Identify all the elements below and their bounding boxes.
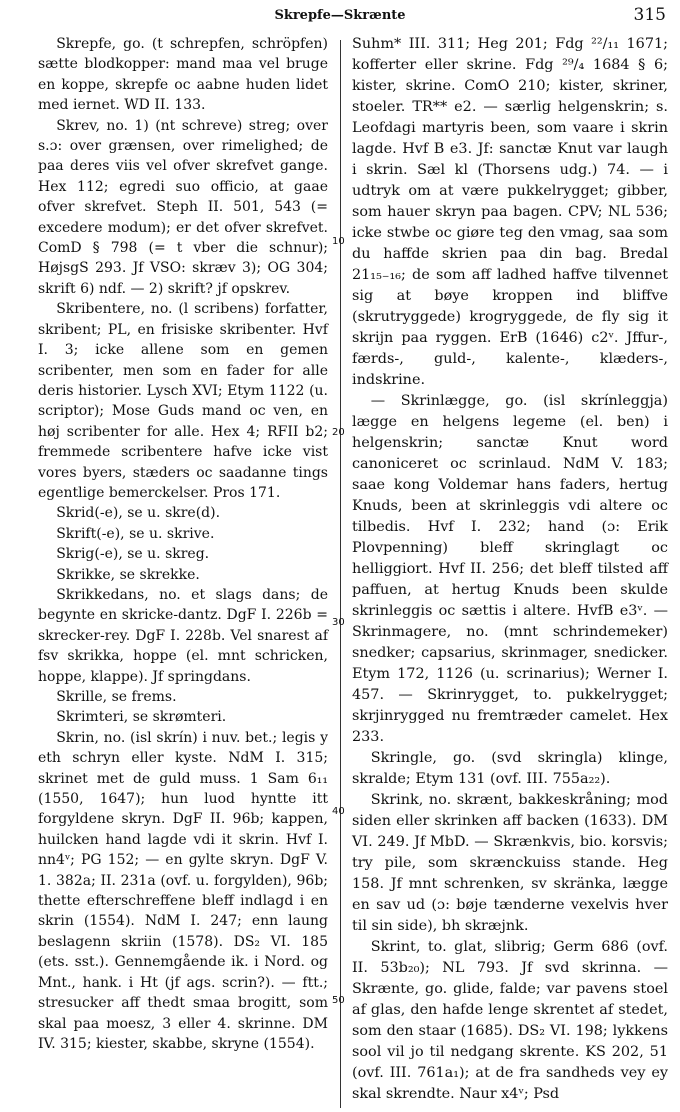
entry-skrikkedans: Skrikkedans, no. et slags dans; de begynte en skricke-dantz. DgF I. 226b = skrecker-rey. DgF I. 228b. Vel snarest af fsv skrikka, hoppe (el. mnt schricken, hoppe, klappe). Jf springdans. xyxy=(38,586,328,685)
entry-skrig: Skrig(-e), se u. skreg. xyxy=(56,546,210,563)
right-column xyxy=(352,34,668,1105)
entry-skrille: Skrille, se frems. xyxy=(56,689,177,705)
line-number: 20 xyxy=(332,427,345,438)
entry-skrepfe: Skrepfe, go. (t schrepfen, schröpfen) sætte blodkopper: mand maa vel bruge en koppe, skrepfe oc aabne huden lidet med iernet. WD II. 133. xyxy=(38,36,328,114)
running-header xyxy=(0,4,680,26)
entry-skrinlaegge: — Skrinlægge, go. (isl skrínleggja) lægge en helgens legeme (el. ben) i helgenskrin; sanctæ Knut word canoniceret oc scrinlaud. NdM V. 183; saae kong Voldemar hans faders, hertug Knuds, been at skrinleggis vdi altere oc tilbedis. Hvf I. 232; hand (ɔ: Erik Plovpenning) bleff skringlagt oc helliggiort. Hvf II. 256; det bleff tilsted aff paffuen, at hertug Knuds been skulde skrinleggis oc sættis i altere. HvfB e3ᵛ. — Skrinmagere, no. (mnt schrindemeker) snedker; capsarius, skrinmager, snedicker. Etym 172, 1126 (u. scrinarius); Werner I. 457. — Skrinrygget, to. pukkelrygget; skrjinrygged nu fremtræder camelet. Hex 233. xyxy=(352,393,668,745)
header-title: Skrepfe—Skrænte xyxy=(274,8,406,23)
line-number: 10 xyxy=(332,236,345,247)
line-number: 30 xyxy=(332,617,345,628)
entry-skrikke: Skrikke, se skrekke. xyxy=(56,566,200,583)
page-number: 315 xyxy=(633,5,666,25)
entry-skrin: Skrin, no. (isl skrín) i nuv. bet.; legis y eth schryn eller kyste. NdM I. 315; skrinet met de guld muss. 1 Sam 6₁₁ (1550, 1647); hun luod hyntte itt forgyldene skryn. DgF II. 96b; kappen, huilcken hand lagde vdi it skrin. Hvf I. nn4ᵛ; PG 152; — en gylte skryn. DgF V. 1. 382a; II. 231a (ovf. u. forgylden), 96b; thette efterschreffene bleff indlagd i en skrin (1554). NdM I. 247; enn laung beslagenn skriin (1578). DS₂ VI. 185 (ets. sst.). Gennemgående ik. i Nord. og Mnt., hank. i Ht (jf ags. scrin?). — ftt.; stresucker aff thedt smaa brogitt, som skal paa moesz, 3 eller 4. skrinne. DM IV. 315; kiester, skabbe, skryne (1554). xyxy=(38,729,328,1052)
entry-skringle: Skringle, go. (svd skringla) klinge, skralde; Etym 131 (ovf. III. 755a₂₂). xyxy=(352,750,668,787)
entry-skrink: Skrink, no. skrænt, bakkeskråning; mod siden eller skrinken aff backen (1633). DM VI. 249. Jf MbD. — Skrænkvis, bio. korsvis; try pile, som skrænckuiss stande. Heg 158. Jf mnt schrenken, sv skränka, lægge en sav ud (ɔ: bøje tænderne vexelvis hver til sin side), bh skræjnk. xyxy=(352,792,668,934)
entry-skrint: Skrint, to. glat, slibrig; Germ 686 (ovf. II. 53b₂₀); NL 793. Jf svd skrinna. — Skrænte, go. glide, falde; var pavens stoel af glas, den hafde lenge skrentet af stedet, som den staar (1685). DS₂ VI. 198; lykkens sool vil jo til nedgang skrente. KS 202, 51 (ovf. III. 761a₁); at de fra sandheds vey ey skal skrendte. Naur x4ᵛ; Psd xyxy=(352,939,668,1102)
entry-skrid: Skrid(-e), se u. skre(d). xyxy=(56,505,221,522)
entry-skribentere: Skribentere, no. (l scribens) forfatter, skribent; PL, en frisiske skribenter. Hvf I. 3; icke allene som en gemen scribenter, men som en fader for alle deris historier. Lysch XVI; Etym 1122 (u. scriptor); Mose Guds mand oc ven, en høj scribenter for alle. Hex 4; RFII b2; fremmede scribentere hafve icke vist vores byers, stæders oc saadanne tings egentlige bemerckelser. Pros 171. xyxy=(38,301,328,501)
left-column xyxy=(38,34,328,1054)
entry-skrimteri: Skrimteri, se skrømteri. xyxy=(56,709,227,726)
entry-skrin-continued: Suhm* III. 311; Heg 201; Fdg ²²/₁₁ 1671; kofferter eller skrine. Fdg ²⁹/₄ 1684 § 6; kister, skrine. ComO 210; kister, skriner, stoeler. TR** e2. — særlig helgenskrin; s. Leofdagi martyris been, som vaare i skrin lagde. Hvf B e3. Jf: sanctæ Knut var laugh i skrin. Sæl kl (Thorsens udg.) 74. — i udtryk om at være pukkelrygget; gibber, som hauer skryn paa bagen. CPV; NL 536; icke stwbe oc giøre teg den vmag, saa som du haffde skrien paa din bag. Bredal 21₁₅₋₁₆; de som aff ladhed haffve tilvennet sig at bøye kroppen ind bliffve (skrutryggede) krogryggede, de fly sig it skrijn paa ryggen. ErB (1646) c2ᵛ. Jffur-, færds-, guld-, kalente-, klæders-, indskrine. xyxy=(352,36,668,388)
entry-skrift: Skrift(-e), se u. skrive. xyxy=(56,525,215,542)
line-number: 50 xyxy=(332,995,345,1006)
column-divider xyxy=(340,40,341,1108)
entry-skrev: Skrev, no. 1) (nt schreve) streg; over s.ɔ: over grænsen, over rimelighed; de paa deres viis vel ofver skrefvet gange. Hex 112; egredi suo officio, at gaae ofver skrefvet. Steph II. 501, 543 (= excedere modum); er det ofver skrefvet. ComD § 798 (= t vber die schnur); HøjsgS 293. Jf VSO: skræv 3); OG 304; skrift 6) ndf. — 2) skrift? jf opskrev. xyxy=(38,117,328,297)
line-number: 40 xyxy=(332,806,345,817)
